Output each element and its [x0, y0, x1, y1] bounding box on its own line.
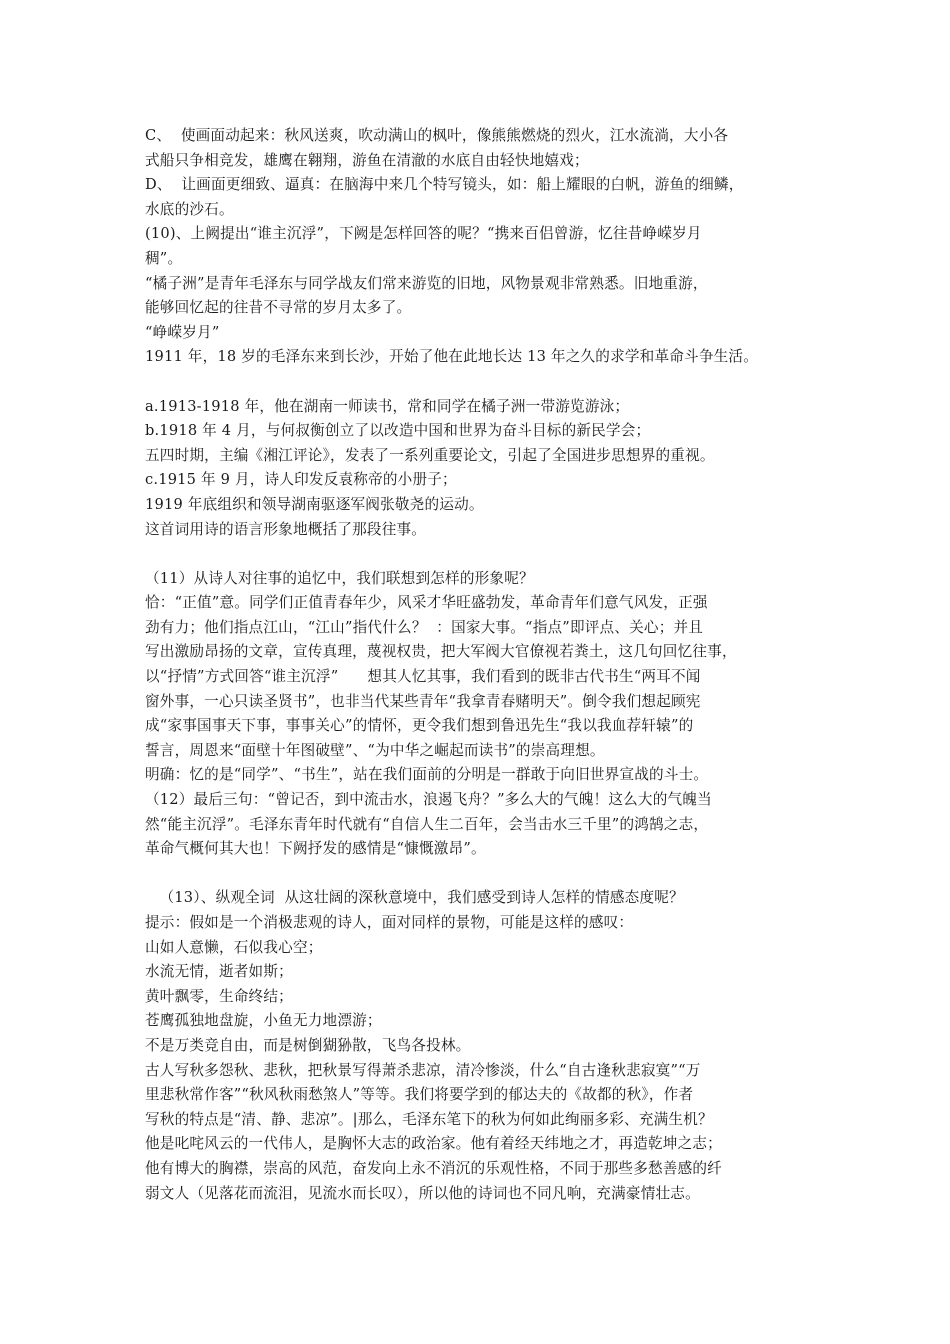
- text-line: D、 让画面更细致、逼真：在脑海中来几个特写镜头，如：船上耀眼的白帆，游鱼的细鳞，: [145, 176, 744, 194]
- text-line: 然“能主沉浮”。毛泽东青年时代就有“自信人生二百年，会当击水三千里”的鸿鹄之志，: [145, 815, 709, 833]
- text-line: 明确：忆的是“同学”、“书生”，站在我们面前的分明是一群敢于向旧世界宣战的斗士。: [145, 766, 709, 784]
- text-line: 窗外事，一心只读圣贤书”，也非当代某些青年“我拿青春赌明天”。倒令我们想起顾宪: [145, 692, 701, 710]
- blank-line: [145, 542, 815, 567]
- text-line: 恰：“正值”意。同学们正值青春年少，风采才华旺盛勃发，革命青年们意气风发，正强: [145, 594, 708, 612]
- text-line: (10)、上阙提出“谁主沉浮”，下阙是怎样回答的呢？“携来百侣曾游，忆往昔峥嵘岁月: [145, 225, 702, 243]
- text-line: 革命气概何其大也！下阙抒发的感情是“慷慨激昂”。: [145, 840, 486, 858]
- document-body: [145, 124, 815, 1206]
- text-line: 里悲秋常作客”“秋风秋雨愁煞人”等等。我们将要学到的郁达夫的《故都的秋》，作者: [145, 1086, 694, 1104]
- text-line: 他有博大的胸襟，崇高的风范，奋发向上永不消沉的乐观性格，不同于那些多愁善感的纤: [145, 1159, 722, 1177]
- text-line: b.1918 年 4 月，与何叔衡创立了以改造中国和世界为奋斗目标的新民学会；: [145, 422, 651, 440]
- text-line: 五四时期，主编《湘江评论》，发表了一系列重要论文，引起了全国进步思想界的重视。: [145, 446, 715, 464]
- text-line: 以“抒情”方式回答“谁主沉浮” 想其人忆其事，我们看到的既非古代书生“两耳不闻: [145, 668, 701, 686]
- text-line: 黄叶飘零，生命终结；: [145, 987, 293, 1005]
- text-line: 苍鹰孤独地盘旋，小鱼无力地漂游；: [145, 1012, 382, 1030]
- text-line: C、 使画面动起来：秋风送爽，吹动满山的枫叶，像熊熊燃烧的烈火，江水流淌，大小各: [145, 127, 729, 144]
- text-line: 能够回忆起的往昔不寻常的岁月太多了。: [145, 299, 412, 317]
- text-line: （12）最后三句：“曾记否，到中流击水，浪遏飞舟？”多么大的气魄！这么大的气魄当: [145, 791, 712, 809]
- text-line: 成“家事国事天下事，事事关心”的情怀，更令我们想到鲁迅先生“我以我血荐轩辕”的: [145, 717, 694, 735]
- text-line: 这首词用诗的语言形象地概括了那段往事。: [145, 520, 427, 538]
- text-line: 古人写秋多怨秋、悲秋，把秋景写得萧杀悲凉，清冷惨淡，什么“自古逢秋悲寂寞”“万: [145, 1061, 701, 1079]
- blank-line: [145, 862, 815, 887]
- text-line: “橘子洲”是青年毛泽东与同学战友们常来游览的旧地，风物景观非常熟悉。旧地重游，: [145, 274, 708, 292]
- text-line: （11）从诗人对往事的追忆中，我们联想到怎样的形象呢？: [145, 569, 534, 587]
- text-line: c.1915 年 9 月，诗人印发反袁称帝的小册子；: [145, 471, 457, 489]
- text-line: 水底的沙石。: [145, 200, 234, 218]
- text-line: 稠”。: [145, 249, 183, 267]
- text-line: 劲有力；他们指点江山，“江山”指代什么？ ：国家大事。“指点”即评点、关心；并且: [145, 618, 704, 636]
- text-line: 他是叱咤风云的一代伟人，是胸怀大志的政治家。他有着经天纬地之才，再造乾坤之志；: [145, 1135, 722, 1153]
- text-line: 写出激励昂扬的文章，宣传真理，蔑视权贵，把大军阀大官僚视若粪土，这几句回忆往事，: [145, 643, 737, 661]
- text-line: 提示：假如是一个消极悲观的诗人，面对同样的景物，可能是这样的感叹：: [145, 914, 634, 931]
- text-line: 1919 年底组织和领导湖南驱逐军阀张敬尧的运动。: [145, 495, 484, 513]
- text-line: 弱文人（见落花而流泪，见流水而长叹），所以他的诗词也不同凡响，充满豪情壮志。: [145, 1184, 700, 1202]
- text-line: “峥嵘岁月”: [145, 323, 220, 341]
- text-line: 写秋的特点是“清、静、悲凉”。|那么，毛泽东笔下的秋为何如此绚丽多彩、充满生机？: [145, 1110, 713, 1128]
- text-line: 山如人意懒，石似我心空；: [145, 938, 323, 956]
- text-line: a.1913-1918 年，他在湖南一师读书，常和同学在橘子洲一带游览游泳；: [145, 397, 630, 415]
- text-line: 誓言，周恩来“面壁十年图破壁”、“为中华之崛起而读书”的崇高理想。: [145, 741, 605, 759]
- text-line: （13）、纵观全词 从这壮阔的深秋意境中，我们感受到诗人怎样的情感态度呢？: [145, 889, 684, 907]
- text-line: 水流无情，逝者如斯；: [145, 963, 293, 981]
- text-line: 式船只争相竞发，雄鹰在翱翔，游鱼在清澈的水底自由轻快地嬉戏；: [145, 151, 589, 169]
- text-line: 不是万类竞自由，而是树倒猢狲散，飞鸟各投林。: [145, 1036, 471, 1054]
- text-line: 1911 年，18 岁的毛泽东来到长沙，开始了他在此地长达 13 年之久的求学和革命斗争生活。: [145, 348, 759, 366]
- blank-line: [145, 370, 815, 395]
